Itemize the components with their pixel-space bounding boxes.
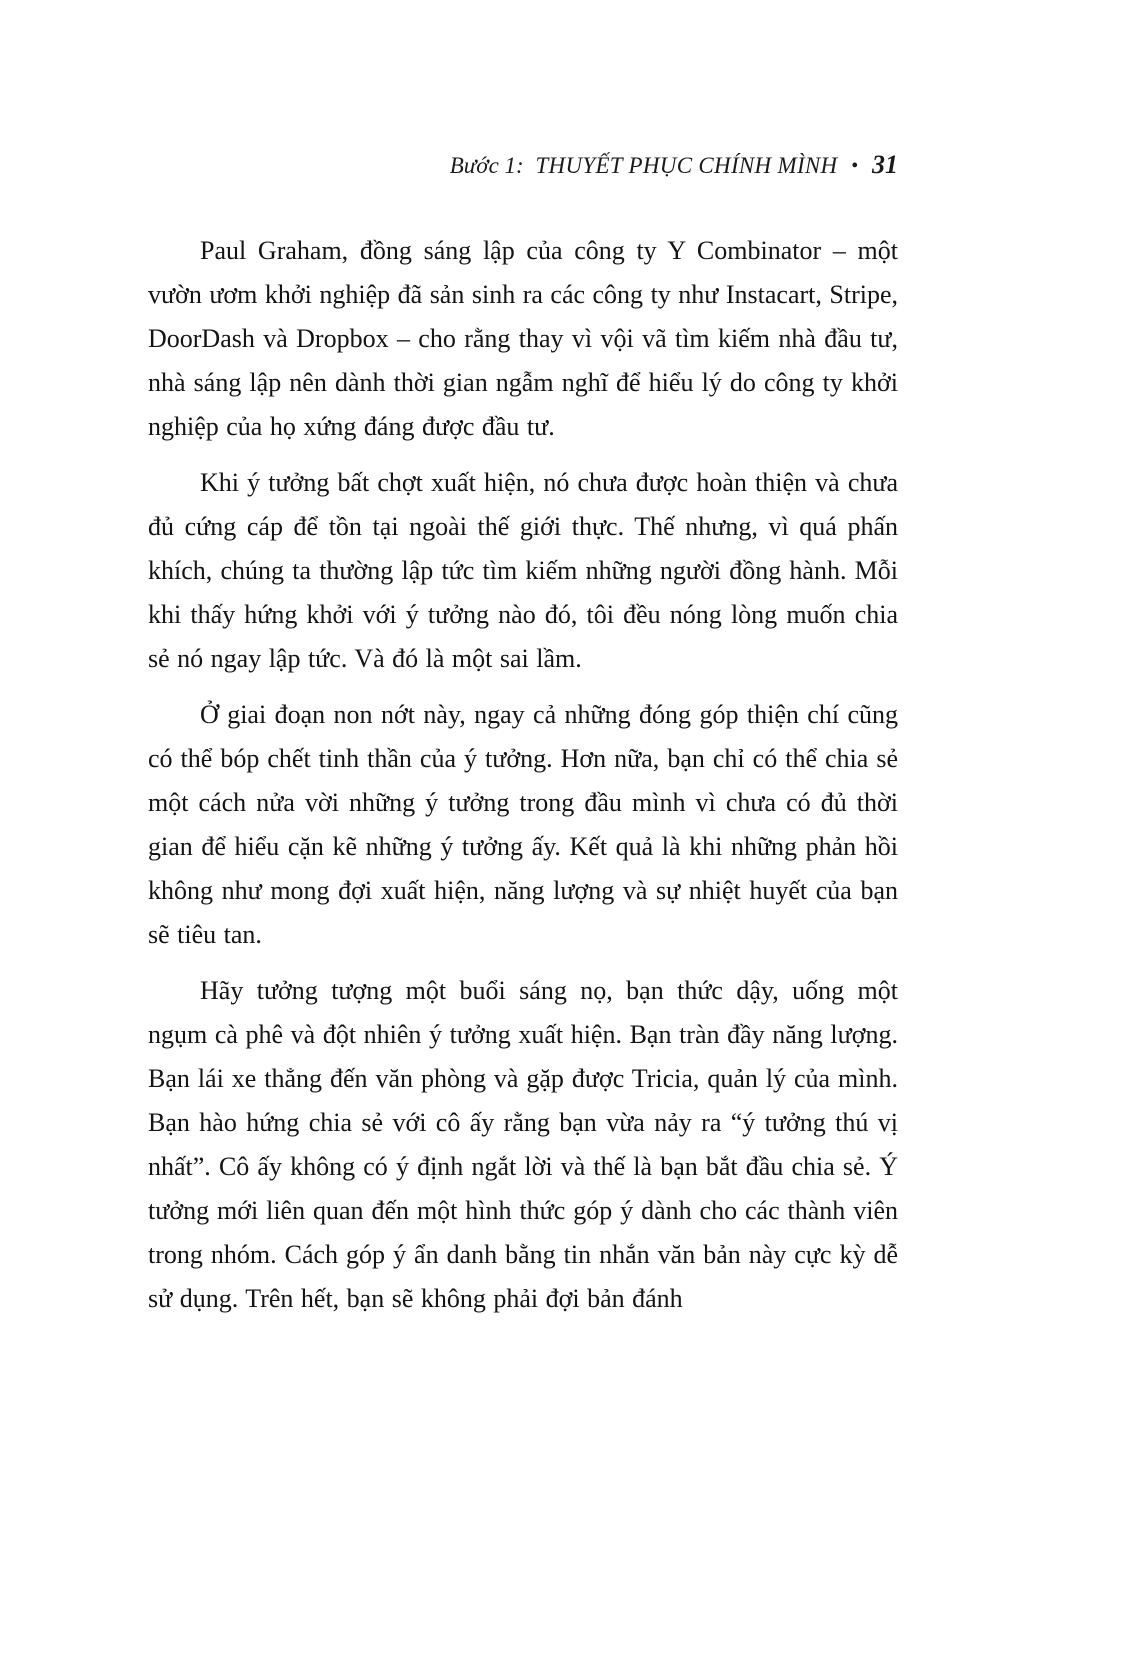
paragraph-1: Paul Graham, đồng sáng lập của công ty Y Combinator – một vườn ươm khởi nghiệp đã sản sinh ra các công ty như Instacart, Stripe, DoorDash và Dropbox – cho rằng thay vì vội vã tìm kiếm nhà đầu tư, nhà sáng lập nên dành thời gian ngẫm nghĩ để hiểu lý do công ty khởi nghiệp của họ xứng đáng được đầu tư. <box>148 236 898 441</box>
page-number: 31 <box>872 150 898 179</box>
page-header <box>148 150 898 181</box>
page-body <box>148 229 898 1321</box>
paragraph-3: Ở giai đoạn non nớt này, ngay cả những đóng góp thiện chí cũng có thể bóp chết tinh thần của ý tưởng. Hơn nữa, bạn chỉ có thể chia sẻ một cách nửa vời những ý tưởng trong đầu mình vì chưa có đủ thời gian để hiểu cặn kẽ những ý tưởng ấy. Kết quả là khi những phản hồi không như mong đợi xuất hiện, năng lượng và sự nhiệt huyết của bạn sẽ tiêu tan. <box>148 700 898 949</box>
header-separator: • <box>851 155 859 177</box>
paragraph-4: Hãy tưởng tượng một buổi sáng nọ, bạn thức dậy, uống một ngụm cà phê và đột nhiên ý tưởng xuất hiện. Bạn tràn đầy năng lượng. Bạn lái xe thẳng đến văn phòng và gặp được Tricia, quản lý của mình. Bạn hào hứng chia sẻ với cô ấy rằng bạn vừa nảy ra “ý tưởng thú vị nhất”. Cô ấy không có ý định ngắt lời và thế là bạn bắt đầu chia sẻ. Ý tưởng mới liên quan đến một hình thức góp ý dành cho các thành viên trong nhóm. Cách góp ý ẩn danh bằng tin nhắn văn bản này cực kỳ dễ sử dụng. Trên hết, bạn sẽ không phải đợi bản đánh <box>148 976 898 1313</box>
chapter-label: Bước 1: <box>449 153 524 178</box>
paragraph-2: Khi ý tưởng bất chợt xuất hiện, nó chưa được hoàn thiện và chưa đủ cứng cáp để tồn tại ngoài thế giới thực. Thế nhưng, vì quá phấn khích, chúng ta thường lập tức tìm kiếm những người đồng hành. Mỗi khi thấy hứng khởi với ý tưởng nào đó, tôi đều nóng lòng muốn chia sẻ nó ngay lập tức. Và đó là một sai lầm. <box>148 468 898 673</box>
chapter-title: THUYẾT PHỤC CHÍNH MÌNH <box>535 153 838 178</box>
